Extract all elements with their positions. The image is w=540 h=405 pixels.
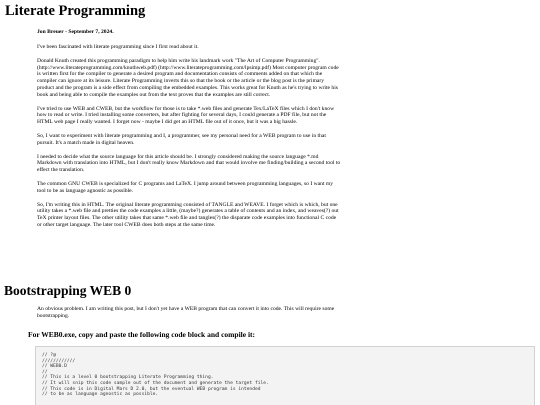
paragraph-web-cweb: I've tried to use WEB and CWEB, but the workflow for those is to take *.web files and generate Tex/LaTeX files which I don't know how to read or write. I tried installing some converters, but after fighting for several days, I could generate a PDF file, but not the HTML web page I really wanted. I forget now - maybe I did get an HTML file out of it once, but it was a big hassle. <box>37 105 335 126</box>
code-line: // This is a level 0 bootstrapping Literate Programming thing. <box>42 375 214 381</box>
byline: Jon Breuer - September 7, 2024. <box>37 29 114 35</box>
subsection-heading: For WEB0.exe, copy and paste the following code block and compile it: <box>28 330 256 339</box>
code-line: // <box>42 369 48 375</box>
code-line: // ?@ <box>42 353 56 358</box>
paragraph-source-language: I needed to decide what the source language for this article should be. I strongly considered making the source language *.md Markdown with translation into HTML, but I don't really know Markdown and that would involve me finding/building a second tool to effect the translation. <box>37 153 341 174</box>
code-line: // WEB0.D <box>42 364 67 370</box>
code-line: // It will snip this code sample out of the document and generate the target file. <box>42 380 269 386</box>
paragraph-knuth: Donald Knuth created this programming paradigm to help him write his landmark work "The Art of Computer Programming". (http://www.literateprogramming.com/knuthweb.pdf) (http://www.literateprogramming.com/lpsimp.pdf) Most computer program code is written first for the compiler to generate a desired program and documentation consists of comments added on that which the compiler can ignore at its leisure. Literate Programming inverts this so that the book or the article or the blog post is the primary product and the program is a side effect from compiling the embedded examples. This works great for Knuth as he's trying to write his book and being able to compile the examples out from the text proves that the examples are still correct. <box>37 57 339 98</box>
code-line: // This code is in Digital Mars D 2.0, but the eventual WEB program is intended <box>42 386 261 392</box>
paragraph-intro: I've been fascinated with literate programming since I first read about it. <box>37 44 199 50</box>
page-title: Literate Programming <box>5 3 146 19</box>
article-body <box>37 29 341 236</box>
paragraph-bootstrapping: An obvious problem. I am writing this post, but I don't yet have a WEB program that can convert it into code. This will require some bootstrapping. <box>37 306 335 319</box>
paragraph-gnu-cweb: The common GNU CWEB is specialized for C programs and LaTeX. I jump around between programming languages, so I want my tool to be as language agnostic as possible. <box>37 180 334 194</box>
code-line: // to be as language agnostic as possible. <box>42 392 159 398</box>
code-block[interactable] <box>35 346 535 405</box>
code-line: //////////// <box>42 358 76 364</box>
section-body <box>37 306 337 320</box>
section-heading: Bootstrapping WEB 0 <box>4 283 132 298</box>
paragraph-experiment: So, I want to experiment with literate programming and I, a programmer, see my personal need for a WEB program to use in that pursuit. It's a match made in digital heaven. <box>37 132 326 146</box>
paragraph-tangle-weave: So, I'm writing this in HTML. The original literate programming consisted of TANGLE and WEAVE. I forget which is which, but one utility takes a *.web file and pretties the code examples a little, (maybe?) generates a table of contents and an index, and weaves(?) out TeX printer layout files. The other utility takes that same *.web file and tangles(?) the disparate code examples into functional C code or other target language. The later tool CWEB does both steps at the same time. <box>37 201 339 228</box>
